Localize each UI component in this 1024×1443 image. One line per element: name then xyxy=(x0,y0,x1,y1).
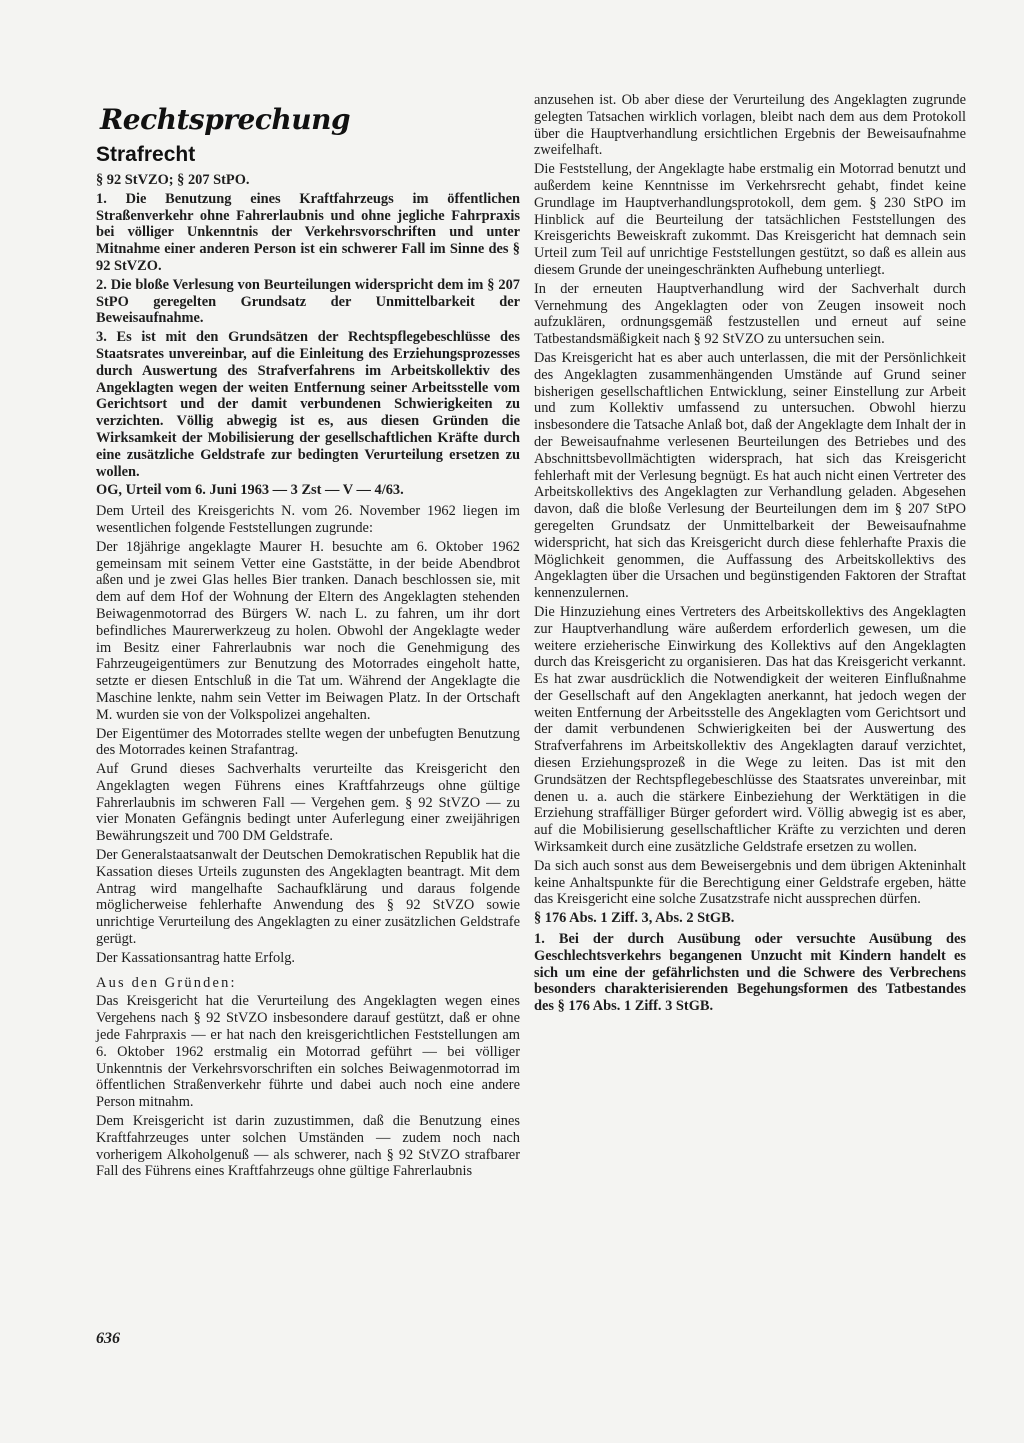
masthead-title: Rechtsprechung xyxy=(100,103,351,136)
left-paragraph: Aus den Gründen: xyxy=(96,974,237,991)
left-paragraph: Das Kreisgericht hat die Verurteilung des Angeklagten wegen eines Vergehens nach § 92 StVZO insbesondere darauf gestützt, daß er ohne jede Fahrpraxis — er hat nach den kreisgerichtlichen Feststellungen am 6. Oktober 1962 erstmalig ein Motorrad geführt — bei völliger Unkenntnis der Verkehrsvorschriften ein solches Beiwagenmotorrad im öffentlichen Straßenverkehr führte und dabei auch noch eine andere Person mitnahm. xyxy=(96,993,520,1111)
page-number: 636 xyxy=(96,1330,120,1347)
left-paragraph: Dem Kreisgericht ist darin zuzustimmen, daß die Benutzung eines Kraftfahrzeuges unter solchen Umständen — zudem noch nach vorherigem Alkoholgenuß — als schwerer, nach § 92 StVZO strafbarer Fall des Führens eines Kraftfahrzeugs ohne gültige Fahrerlaubnis xyxy=(96,1113,520,1180)
left-paragraph: Der Eigentümer des Motorrades stellte wegen der unbefugten Benutzung des Motorrades keinen Strafantrag. xyxy=(96,725,520,759)
section-heading: Strafrecht xyxy=(96,143,196,166)
left-paragraph: 1. Die Benutzung eines Kraftfahrzeugs im öffentlichen Straßenverkehr ohne Fahrerlaubnis und ohne jegliche Fahrpraxis bei völliger Unkenntnis der Verkehrsvorschriften und unter Mitnahme einer anderen Person ist ein schwerer Fall im Sinne des § 92 StVZO. xyxy=(96,190,520,274)
left-paragraph: § 92 StVZO; § 207 StPO. xyxy=(96,172,250,188)
right-paragraph: anzusehen ist. Ob aber diese der Verurteilung des Angeklagten zugrunde gelegten Tatsachen wirklich vorlagen, bleibt nach dem aus dem Protokoll über die Hauptverhandlung ersichtlichen Ergebnis der Beweisaufnahme zweifelhaft. xyxy=(534,92,966,159)
right-paragraph: Da sich auch sonst aus dem Beweisergebnis und dem übrigen Akteninhalt keine Anhaltspunkte für die Berechtigung einer Geldstrafe ergeben, hätte das Kreisgericht eine solche Zusatzstrafe nicht aussprechen dürfen. xyxy=(534,857,966,908)
left-paragraph: Auf Grund dieses Sachverhalts verurteilte das Kreisgericht den Angeklagten wegen Führens eines Kraftfahrzeugs ohne gültige Fahrerlaubnis im schweren Fall — Vergehen gem. § 92 StVZO — zu vier Monaten Gefängnis bedingt unter Auferlegung einer zweijährigen Bewährungszeit und 700 DM Geldstrafe. xyxy=(96,761,520,845)
left-paragraph: Dem Urteil des Kreisgerichts N. vom 26. November 1962 liegen im wesentlichen folgende Feststellungen zugrunde: xyxy=(96,503,520,536)
left-paragraph: Der 18jährige angeklagte Maurer H. besuchte am 6. Oktober 1962 gemeinsam mit seinem Vetter eine Gaststätte, in der beide Abendbrot aßen und je zwei Glas helles Bier tranken. Danach beschlossen sie, mit dem auf dem Hof der Wohnung der Eltern des Angeklagten stehenden Beiwagenmotorrad des Bürgers W. nach L. zu fahren, um ihr dort befindliches Maurerwerkzeug zu holen. Obwohl der Angeklagte weder im Besitz einer Fahrerlaubnis war noch die Genehmigung des Fahrzeugeigentümers zur Benutzung des Motorrades eingeholt hatte, setzte er diesen Entschluß in die Tat um. Während der Angeklagte die Maschine lenkte, nahm sein Vetter im Beiwagen Platz. In der Ortschaft M. wurden sie von der Volkspolizei angehalten. xyxy=(96,538,520,723)
left-paragraph: OG, Urteil vom 6. Juni 1963 — 3 Zst — V — 4/63. xyxy=(96,482,404,499)
right-paragraph: Das Kreisgericht hat es aber auch unterlassen, die mit der Persönlichkeit des Angeklagten zusammenhängenden Umstände auf Grund seiner bisherigen gesellschaftlichen Entwicklung, seiner Einstellung zur Arbeit und zum Kollektiv umfassend zu untersuchen. Obwohl hierzu insbesondere die Tatsache Anlaß bot, daß der Angeklagte dem Inhalt der in der Beweisaufnahme verlesenen Beurteilungen des Betriebes und des Abschnittsbevollmächtigten widersprach, hat sich das Kreisgericht fehlerhaft mit der Verlesung begnügt. Es hat auch nicht einen Vertreter des Arbeitskollektivs des Angeklagten zur Verhandlung geladen. Abgesehen davon, daß die bloße Verlesung der Beurteilungen dem im § 207 StPO geregelten Grundsatz der Unmittelbarkeit der Beweisaufnahme widerspricht, hat sich das Kreisgericht durch diese fehlerhafte Praxis die Möglichkeit genommen, die Auffassung des Arbeitskollektivs des Angeklagten über die Ursachen und begünstigenden Faktoren der Straftat kennenzulernen. xyxy=(534,349,966,602)
right-column xyxy=(534,92,966,1017)
right-paragraph: Die Hinzuziehung eines Vertreters des Arbeitskollektivs des Angeklagten zur Hauptverhandlung wäre außerdem erforderlich gewesen, um die weitere erzieherische Einwirkung des Kollektivs auf den Angeklagten durch das Kreisgericht zu organisieren. Das hat das Kreisgericht verkannt. Es hat zwar ausdrücklich die Notwendigkeit der weiteren Einflußnahme der Gesellschaft auf den Angeklagten anerkannt, hat jedoch wegen der weiten Entfernung der Arbeitsstelle des Angeklagten vom Gerichtsort und der damit verbundenen Schwierigkeiten bei der Auswertung des Strafverfahrens im Arbeitskollektiv des Angeklagten darauf verzichtet, diesen Erziehungsprozeß in die Wege zu leiten. Das ist mit den Grundsätzen der Rechtspflegebeschlüsse des Staatsrates unvereinbar, mit denen u. a. auch die stärkere Einbeziehung der Werktätigen in die Erziehung straffälliger Bürger gefordert wird. Völlig abwegig ist es aber, auf die Mobilisierung gesellschaftlicher Kräfte zu verzichten und deren Wirksamkeit durch eine zusätzliche Geldstrafe ersetzen zu wollen. xyxy=(534,603,966,856)
left-column-body xyxy=(96,172,520,1180)
right-column-body xyxy=(534,92,966,1015)
left-paragraph: 2. Die bloße Verlesung von Beurteilungen widerspricht dem im § 207 StPO geregelten Grundsatz der Unmittelbarkeit der Beweisaufnahme. xyxy=(96,276,520,327)
right-paragraph: Die Feststellung, der Angeklagte habe erstmalig ein Motorrad benutzt und außerdem keine Kenntnisse im Verkehrsrecht gehabt, findet keine Grundlage im Hauptverhandlungsprotokoll, dem gem. § 230 StPO im Hinblick auf die Beurteilung der tatsächlichen Feststellungen des Kreisgerichts Beweiskraft zukommt. Das Kreisgericht hat demnach sein Urteil zum Teil auf unrichtige Feststellungen gestützt, so daß es allein aus diesem Grunde der uneingeschränkten Aufhebung unterliegt. xyxy=(534,161,966,278)
right-paragraph: 1. Bei der durch Ausübung oder versuchte Ausübung des Geschlechtsverkehrs begangenen Unzucht mit Kindern handelt es sich um eine der gefährlichsten und die Schwere des Verbrechens besonders charakterisierenden Begehungsformen des Tatbestandes des § 176 Abs. 1 Ziff. 3 StGB. xyxy=(534,931,966,1015)
right-paragraph: § 176 Abs. 1 Ziff. 3, Abs. 2 StGB. xyxy=(534,910,735,927)
left-paragraph: 3. Es ist mit den Grundsätzen der Rechtspflegebeschlüsse des Staatsrates unvereinbar, auf die Einleitung des Erziehungsprozesses durch Auswertung des Strafverfahrens im Arbeitskollektiv des Angeklagten wegen der weiten Entfernung seiner Arbeitsstelle vom Gerichtsort und der damit verbundenen Schwierigkeiten zu verzichten. Völlig abwegig ist es, aus diesen Gründen die Wirksamkeit der Mobilisierung der gesellschaftlichen Kräfte durch eine zusätzliche Geldstrafe zur bedingten Verurteilung ersetzen zu wollen. xyxy=(96,329,520,480)
left-paragraph: Der Kassationsantrag hatte Erfolg. xyxy=(96,949,296,966)
left-paragraph: Der Generalstaatsanwalt der Deutschen Demokratischen Republik hat die Kassation dieses Urteils zugunsten des Angeklagten beantragt. Mit dem Antrag wird mangelhafte Sachaufklärung und daraus folgende möglicherweise fehlerhafte Anwendung des § 92 StVZO sowie unrichtige Verurteilung des Angeklagten zu einer zusätzlichen Geldstrafe gerügt. xyxy=(96,847,520,948)
left-column xyxy=(96,92,520,1182)
right-paragraph: In der erneuten Hauptverhandlung wird der Sachverhalt durch Vernehmung des Angeklagten oder von Zeugen insoweit noch aufzuklären, ordnungsgemäß festzustellen und erneut auf seine Tatbestandsmäßigkeit nach § 92 StVZO zu untersuchen sein. xyxy=(534,280,966,348)
